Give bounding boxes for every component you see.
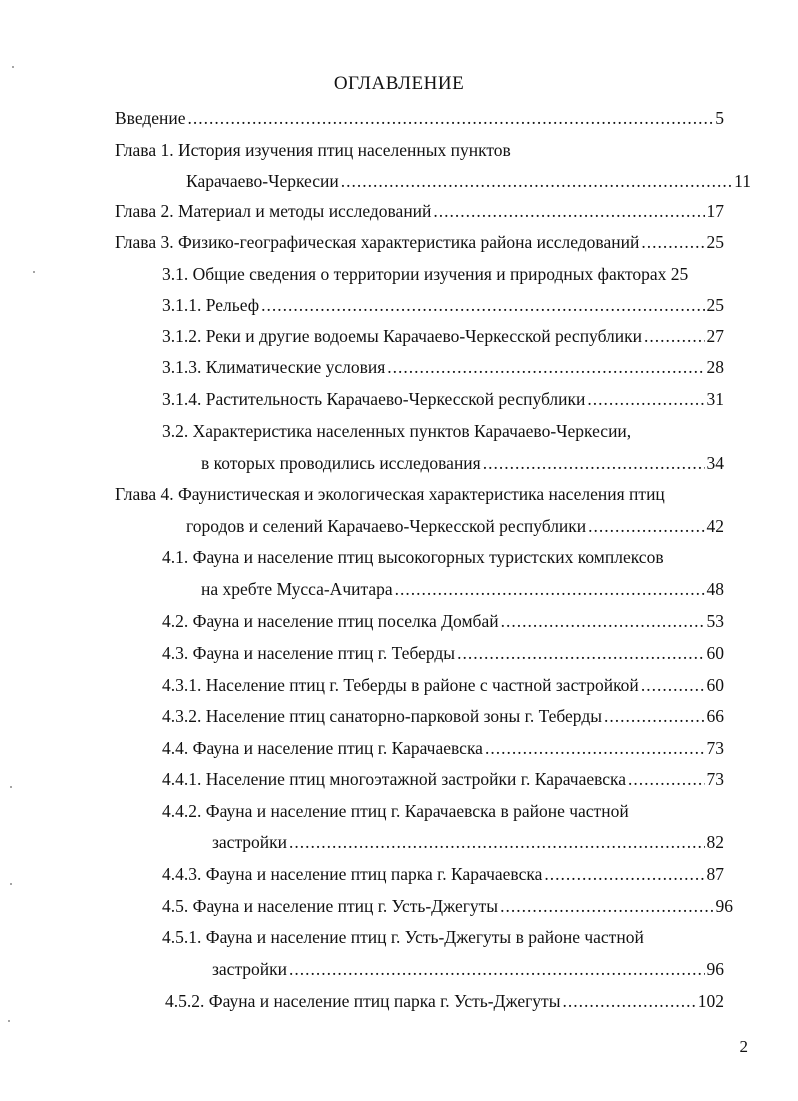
dot-leader xyxy=(261,294,704,316)
dot-leader xyxy=(500,895,713,917)
scan-speck xyxy=(33,271,35,273)
toc-entry-page: 53 xyxy=(706,611,724,631)
dot-leader xyxy=(483,452,705,474)
scan-speck xyxy=(10,883,12,885)
toc-entry-label: 3.1.4. Растительность Карачаево-Черкесской республики xyxy=(162,389,586,409)
toc-entry-label: 4.4.1. Население птиц многоэтажной застройки г. Карачаевска xyxy=(162,769,627,789)
toc-entry-label: 3.2. Характеристика населенных пунктов Карачаево-Черкесии, xyxy=(162,421,632,441)
toc-entry-label: Глава 4. Фаунистическая и экологическая характеристика населения птиц xyxy=(115,484,665,504)
toc-entry-label: Введение xyxy=(115,108,186,128)
dot-leader xyxy=(641,674,705,696)
toc-entry xyxy=(212,958,724,980)
dot-leader xyxy=(341,170,732,192)
toc-entry xyxy=(162,294,724,316)
toc-entry xyxy=(162,768,724,790)
toc-entry xyxy=(162,325,724,347)
dot-leader xyxy=(395,578,705,600)
toc-entry-page: 17 xyxy=(706,201,724,221)
dot-leader xyxy=(457,642,704,664)
toc-entry xyxy=(162,610,724,632)
scan-speck xyxy=(12,66,14,68)
toc-entry xyxy=(186,515,724,537)
scan-speck xyxy=(10,786,12,788)
toc-entry-label: 3.1.3. Климатические условия xyxy=(162,357,386,377)
dot-leader xyxy=(501,610,705,632)
toc-entry xyxy=(162,388,724,410)
toc-entry-label: 4.4.2. Фауна и население птиц г. Карачаевска в районе частной xyxy=(162,801,629,821)
toc-entry xyxy=(165,990,724,1012)
toc-entry-label: 4.3.2. Население птиц санаторно-парковой зоны г. Теберды xyxy=(162,706,602,726)
toc-entry-page: 34 xyxy=(706,453,724,473)
toc-entry-page: 96 xyxy=(715,896,733,916)
toc-entry-label: 4.4.3. Фауна и население птиц парка г. Карачаевска xyxy=(162,864,543,884)
dot-leader xyxy=(641,231,704,253)
dot-leader xyxy=(289,958,704,980)
toc-entry xyxy=(162,737,724,759)
toc-entry-page: 60 xyxy=(706,643,724,663)
dot-leader xyxy=(628,768,704,790)
toc-entry xyxy=(115,231,724,253)
toc-entry-page: 73 xyxy=(706,769,724,789)
toc-entry-page: 27 xyxy=(706,326,724,346)
dot-leader xyxy=(433,200,704,222)
toc-entry-label: городов и селений Карачаево-Черкесской республики xyxy=(186,516,587,536)
toc-entry-label: на хребте Мусса-Ачитара xyxy=(201,579,393,599)
toc-entry-label: 3.1.2. Реки и другие водоемы Карачаево-Черкесской республики xyxy=(162,326,643,346)
toc-entry-page: 87 xyxy=(706,864,724,884)
toc-entry xyxy=(201,452,724,474)
toc-entry-label: 4.3.1. Население птиц г. Теберды в районе с частной застройкой xyxy=(162,675,639,695)
toc-entry-label: 4.1. Фауна и население птиц высокогорных туристских комплексов xyxy=(162,547,664,567)
toc-entry-page: 66 xyxy=(706,706,724,726)
toc-entry-page: 11 xyxy=(734,171,751,191)
toc-entry-page: 25 xyxy=(706,295,724,315)
toc-entry-label: 3.1.1. Рельеф xyxy=(162,295,260,315)
toc-entry xyxy=(186,170,751,192)
toc-entry-label: застройки xyxy=(212,832,288,852)
toc-entry-label: Глава 3. Физико-географическая характеристика района исследований xyxy=(115,232,640,252)
toc-entry xyxy=(162,863,724,885)
toc-entry-page: 96 xyxy=(706,959,724,979)
dot-leader xyxy=(644,325,704,347)
toc-entry-label: 4.5.1. Фауна и население птиц г. Усть-Джегуты в районе частной xyxy=(162,927,644,947)
toc-entry-page: 102 xyxy=(697,991,724,1011)
toc-entry-label: Глава 1. История изучения птиц населенных пунктов xyxy=(115,140,511,160)
toc-entry xyxy=(162,674,724,696)
toc-entry xyxy=(115,200,724,222)
dot-leader xyxy=(289,831,704,853)
toc-entry-page: 25 xyxy=(706,232,724,252)
toc-entry xyxy=(212,831,724,853)
dot-leader xyxy=(188,107,714,129)
toc-entry-page: 42 xyxy=(706,516,724,536)
toc-entry-page: 31 xyxy=(706,389,724,409)
toc-entry-label: Карачаево-Черкесии xyxy=(186,171,339,191)
toc-entry xyxy=(115,107,724,129)
page-title: ОГЛАВЛЕНИЕ xyxy=(333,73,465,94)
toc-entry-label: застройки xyxy=(212,959,288,979)
toc-entry-page: 28 xyxy=(706,357,724,377)
toc-entry xyxy=(162,356,724,378)
toc-entry-label: 4.5.2. Фауна и население птиц парка г. Усть-Джегуты xyxy=(165,991,561,1011)
dot-leader xyxy=(544,863,704,885)
dot-leader xyxy=(387,356,704,378)
toc-entry-label: 4.5. Фауна и население птиц г. Усть-Джегуты xyxy=(162,896,499,916)
dot-leader xyxy=(562,990,695,1012)
toc-entry-label: Глава 2. Материал и методы исследований xyxy=(115,201,432,221)
toc-entry xyxy=(162,642,724,664)
toc-entry-page: 60 xyxy=(706,675,724,695)
dot-leader xyxy=(587,388,704,410)
toc-entry-label: 4.3. Фауна и население птиц г. Теберды xyxy=(162,643,456,663)
toc-entry-label: в которых проводились исследования xyxy=(201,453,481,473)
toc-entry-page: 82 xyxy=(706,832,724,852)
dot-leader xyxy=(604,705,705,727)
page-number: 2 xyxy=(739,1037,748,1056)
dot-leader xyxy=(485,737,705,759)
toc-entry-page: 48 xyxy=(706,579,724,599)
toc-entry-label: 3.1. Общие сведения о территории изучения и природных факторах 25 xyxy=(162,264,689,284)
toc-entry xyxy=(162,895,733,917)
scan-speck xyxy=(8,1020,10,1022)
toc-entry xyxy=(201,578,724,600)
toc-entry-label: 4.4. Фауна и население птиц г. Карачаевска xyxy=(162,738,483,758)
toc-entry-page: 5 xyxy=(715,108,724,128)
toc-entry-page: 73 xyxy=(706,738,724,758)
toc-entry-label: 4.2. Фауна и население птиц поселка Домбай xyxy=(162,611,499,631)
toc-entry xyxy=(162,705,724,727)
dot-leader xyxy=(588,515,704,537)
